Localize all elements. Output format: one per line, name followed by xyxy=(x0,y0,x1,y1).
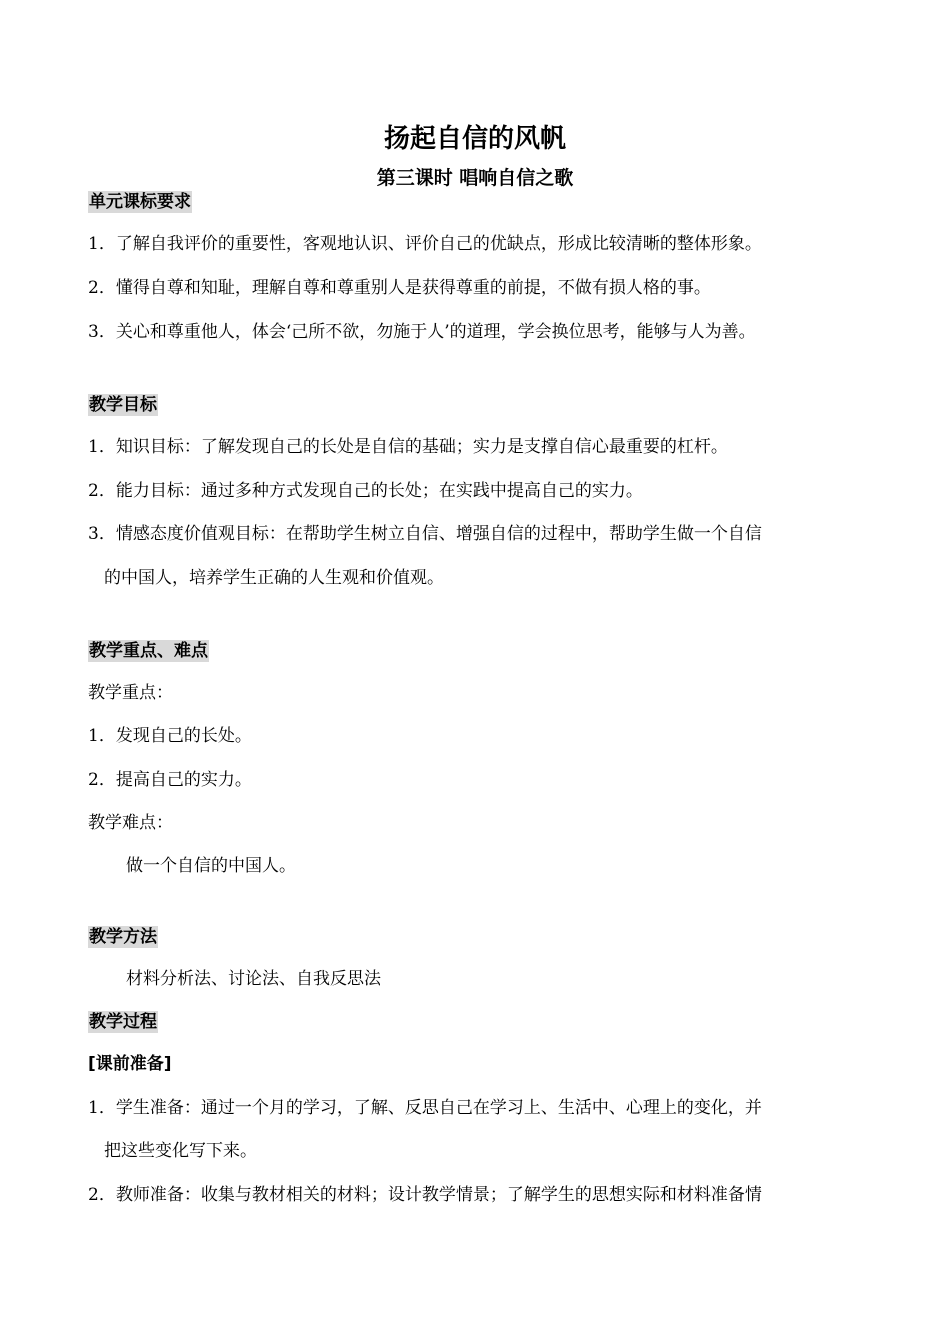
paragraph-line: 3．情感态度价值观目标：在帮助学生树立自信、增强自信的过程中，帮助学生做一个自信 xyxy=(88,524,762,544)
subheading-preparation: [课前准备] xyxy=(88,1054,172,1074)
paragraph-line: 2．教师准备：收集与教材相关的材料；设计教学情景；了解学生的思想实际和材料准备情 xyxy=(88,1185,762,1205)
paragraph-line: 2．能力目标：通过多种方式发现自己的长处；在实践中提高自己的实力。 xyxy=(88,481,643,501)
paragraph-line: 1．学生准备：通过一个月的学习，了解、反思自己在学习上、生活中、心理上的变化，并 xyxy=(88,1098,762,1118)
paragraph-line: 教学难点： xyxy=(88,813,173,833)
section-heading-methods: 教学方法 xyxy=(89,927,157,947)
paragraph-line: 材料分析法、讨论法、自我反思法 xyxy=(126,969,381,989)
document-subtitle: 第三课时 唱响自信之歌 xyxy=(376,167,574,189)
paragraph-line: 1．发现自己的长处。 xyxy=(88,726,252,746)
paragraph-line: 1．了解自我评价的重要性，客观地认识、评价自己的优缺点，形成比较清晰的整体形象。 xyxy=(88,234,762,254)
paragraph-line: 2．提高自己的实力。 xyxy=(88,770,252,790)
paragraph-line: 把这些变化写下来。 xyxy=(104,1141,257,1161)
section-heading-objectives: 教学目标 xyxy=(89,395,157,415)
section-heading-curriculum: 单元课标要求 xyxy=(89,192,191,212)
paragraph-line: 做一个自信的中国人。 xyxy=(126,856,296,876)
paragraph-line: 3．关心和尊重他人，体会‘己所不欲，勿施于人’的道理，学会换位思考，能够与人为善。 xyxy=(88,322,756,342)
section-heading-key-points: 教学重点、难点 xyxy=(89,641,208,661)
paragraph-line: 教学重点： xyxy=(88,683,173,703)
paragraph-line: 的中国人，培养学生正确的人生观和价值观。 xyxy=(104,568,444,588)
paragraph-line: 1．知识目标：了解发现自己的长处是自信的基础；实力是支撑自信心最重要的杠杆。 xyxy=(88,437,728,457)
section-heading-process: 教学过程 xyxy=(89,1012,157,1032)
paragraph-line: 2．懂得自尊和知耻，理解自尊和尊重别人是获得尊重的前提，不做有损人格的事。 xyxy=(88,278,711,298)
document-title: 扬起自信的风帆 xyxy=(383,124,566,154)
